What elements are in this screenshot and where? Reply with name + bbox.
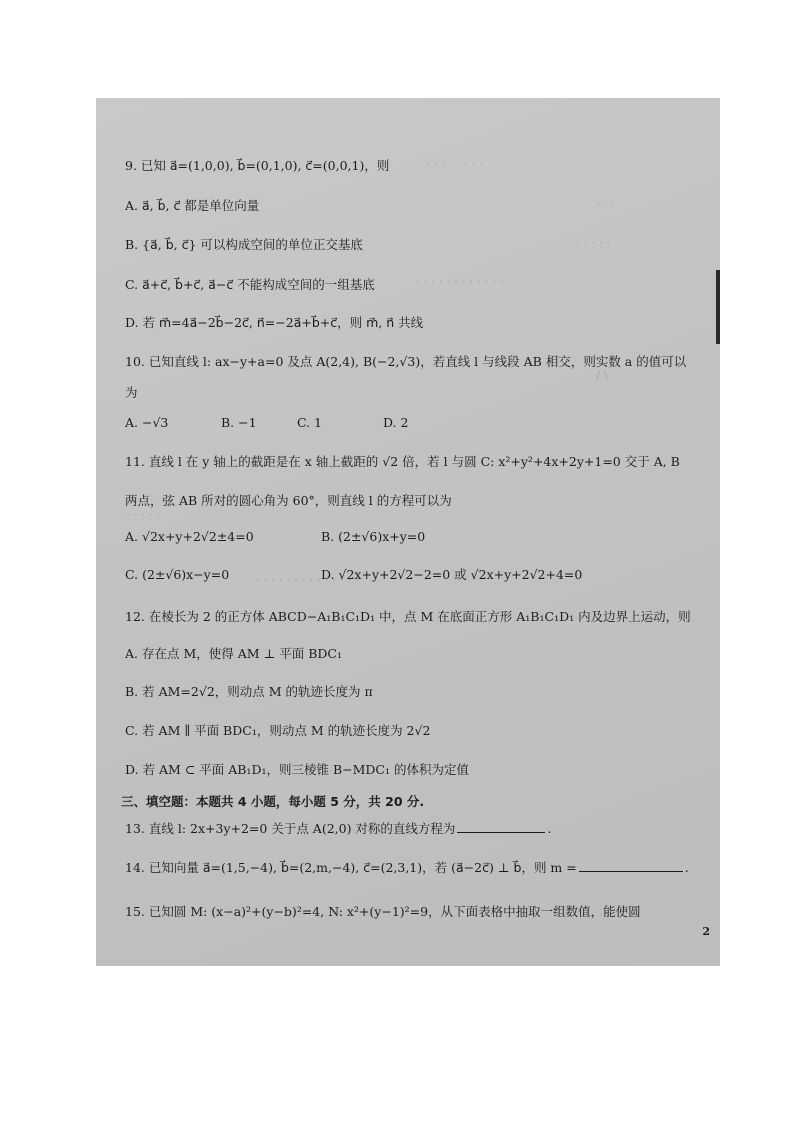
- question-11-options-row2: [125, 567, 582, 582]
- bleed-through-6: · · · · ·: [126, 508, 161, 522]
- question-9-option-b: B. {a⃗, b⃗, c⃗} 可以构成空间的单位正交基底: [125, 237, 363, 252]
- question-10-stem-continued: 为: [125, 385, 138, 400]
- question-13-period: .: [547, 821, 552, 836]
- question-10-options: [125, 415, 408, 430]
- question-10-option-d: D. 2: [382, 415, 409, 430]
- question-9-option-d: D. 若 m⃗=4a⃗−2b⃗−2c⃗, n⃗=−2a⃗+b⃗+c⃗，则 m⃗, n⃗ 共线: [125, 315, 424, 330]
- question-13: [125, 821, 551, 836]
- question-12-option-b: B. 若 AM=2√2，则动点 M 的轨迹长度为 π: [125, 684, 373, 699]
- question-11-option-d: D. √2x+y+2√2−2=0 或 √2x+y+2√2+4=0: [320, 567, 583, 582]
- question-10-option-c: C. 1: [296, 415, 322, 430]
- bleed-through-4: · · · · · · · · · · · ·: [416, 275, 504, 289]
- question-11-stem-continued: 两点，弦 AB 所对的圆心角为 60°，则直线 l 的方程可以为: [125, 493, 452, 508]
- question-12-option-a: A. 存在点 M，使得 AM ⊥ 平面 BDC₁: [125, 646, 343, 661]
- question-14: [125, 860, 689, 875]
- bleed-through-2: · · ·: [596, 198, 616, 212]
- answer-blank-14[interactable]: [579, 861, 683, 872]
- question-15-stem: 15. 已知圆 M: (x−a)²+(y−b)²=4, N: x²+(y−1)²=9，从下面表格中抽取一组数值，能使圆: [125, 904, 641, 919]
- bleed-through-1: · · · · · · · ·: [426, 158, 484, 172]
- question-10-option-b: B. −1: [220, 415, 257, 430]
- question-14-period: .: [684, 860, 689, 875]
- page-edge-mark: [716, 270, 720, 344]
- section-3-heading: 三、填空题：本题共 4 小题，每小题 5 分，共 20 分.: [121, 794, 425, 809]
- bleed-through-3: · · · · ·: [576, 236, 611, 250]
- question-9-option-c: C. a⃗+c⃗, b⃗+c⃗, a⃗−c⃗ 不能构成空间的一组基底: [125, 277, 375, 292]
- question-13-text: 13. 直线 l: 2x+3y+2=0 关于点 A(2,0) 对称的直线方程为: [125, 821, 456, 836]
- photographed-page: [96, 98, 720, 966]
- question-11-option-a: A. √2x+y+2√2±4=0: [125, 529, 254, 544]
- question-12-stem: 12. 在棱长为 2 的正方体 ABCD−A₁B₁C₁D₁ 中，点 M 在底面正方形 A₁B₁C₁D₁ 内及边界上运动，则: [125, 609, 691, 624]
- question-10-option-a: A. −√3: [125, 415, 169, 430]
- question-14-text: 14. 已知向量 a⃗=(1,5,−4), b⃗=(2,m,−4), c⃗=(2,3,1)，若 (a⃗−2c⃗) ⊥ b⃗，则 m =: [125, 860, 577, 875]
- question-9-option-a: A. a⃗, b⃗, c⃗ 都是单位向量: [125, 198, 260, 213]
- question-10-stem: 10. 已知直线 l: ax−y+a=0 及点 A(2,4), B(−2,√3)，若直线 l 与线段 AB 相交，则实数 a 的值可以: [125, 354, 687, 369]
- bleed-through-5: / \: [596, 368, 608, 382]
- question-12-option-d: D. 若 AM ⊂ 平面 AB₁D₁，则三棱锥 B−MDC₁ 的体积为定值: [125, 762, 469, 777]
- question-9-stem: 9. 已知 a⃗=(1,0,0), b⃗=(0,1,0), c⃗=(0,0,1)，则: [125, 158, 390, 173]
- question-11-option-b: B. (2±√6)x+y=0: [320, 529, 426, 544]
- question-11-options-row1: [125, 529, 425, 544]
- question-11-option-c: C. (2±√6)x−y=0: [125, 567, 230, 582]
- bleed-through-7: · · · · · · · · · · · · · ·: [256, 573, 359, 587]
- question-11-stem: 11. 直线 l 在 y 轴上的截距是在 x 轴上截距的 √2 倍，若 l 与圆 C: x²+y²+4x+2y+1=0 交于 A, B: [125, 454, 680, 469]
- question-12-option-c: C. 若 AM ∥ 平面 BDC₁，则动点 M 的轨迹长度为 2√2: [125, 723, 431, 738]
- answer-blank-13[interactable]: [457, 822, 545, 833]
- page-number: 2: [702, 925, 710, 938]
